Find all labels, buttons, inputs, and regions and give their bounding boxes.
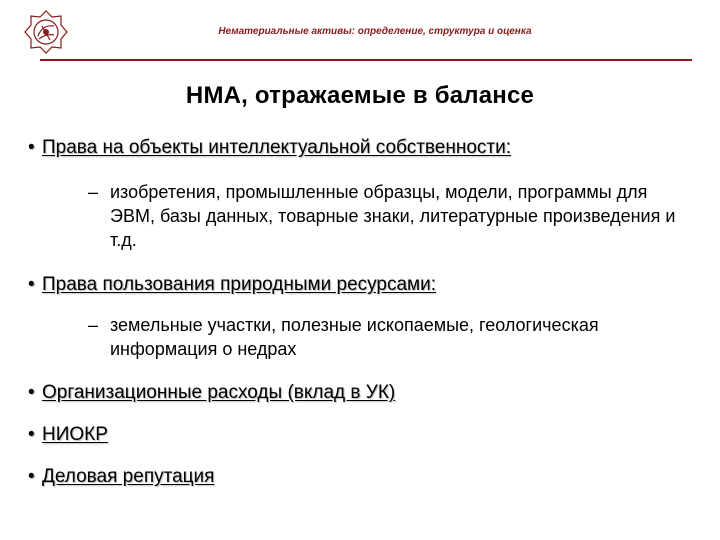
bullet-item-org-expenses	[28, 381, 688, 405]
sub-item-text: изобретения, промышленные образцы, модели, программы для ЭВМ, базы данных, товарные знаки, литературные произведения и т.д.	[110, 182, 676, 250]
sub-item-resource-examples	[28, 313, 688, 361]
bullet-dot: •	[28, 137, 35, 158]
bullet-item-goodwill	[28, 465, 688, 489]
bullet-item-ip-rights	[28, 136, 688, 160]
bullet-item-natural-resources	[28, 273, 688, 297]
bullet-dot: •	[28, 466, 35, 487]
bullet-dot: •	[28, 382, 35, 403]
bullet-label: Организационные расходы (вклад в УК)	[42, 382, 396, 403]
bullet-label: НИОКР	[42, 424, 108, 445]
header-divider	[40, 59, 692, 61]
sub-item-text: земельные участки, полезные ископаемые, геологическая информация о недрах	[110, 315, 599, 359]
bullet-label: Права пользования природными ресурсами:	[42, 274, 437, 295]
bullet-dot: •	[28, 274, 35, 295]
page-title: НМА, отражаемые в балансе	[185, 82, 535, 109]
sub-item-ip-examples	[28, 180, 688, 252]
sub-dash: –	[88, 182, 99, 202]
bullet-label: Деловая репутация	[42, 466, 215, 487]
header-subtitle: Нематериальные активы: определение, структура и оценка	[218, 26, 532, 37]
bullet-label: Права на объекты интеллектуальной собственности:	[42, 137, 512, 158]
sub-dash: –	[88, 315, 99, 335]
bullet-item-rnd	[28, 423, 688, 447]
bullet-dot: •	[28, 424, 35, 445]
bullet-list	[28, 132, 688, 489]
